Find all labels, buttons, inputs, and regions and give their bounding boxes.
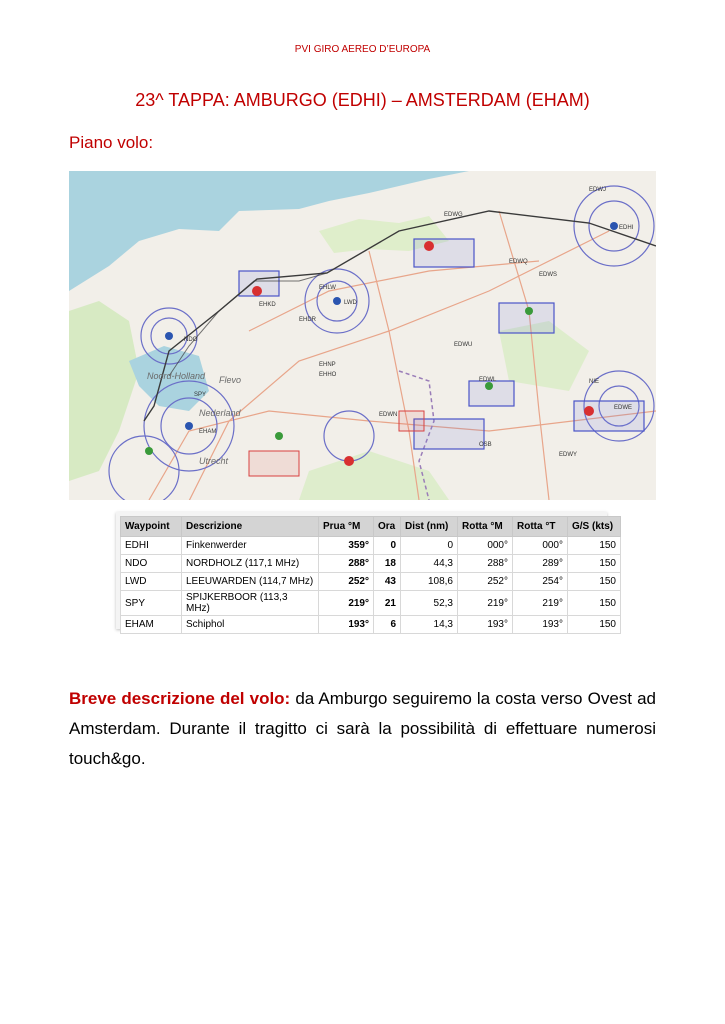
cell-track-magnetic: 193°: [458, 616, 513, 634]
page-title: 23^ TAPPA: AMBURGO (EDHI) – AMSTERDAM (EHAM): [135, 90, 590, 110]
cell-groundspeed: 150: [568, 573, 621, 591]
cell-track-true: 000°: [513, 537, 568, 555]
cell-description: Schiphol: [182, 616, 319, 634]
map-label: EHLW: [319, 285, 336, 291]
cell-waypoint: LWD: [121, 573, 182, 591]
cell-waypoint: SPY: [121, 591, 182, 616]
cell-time: 18: [374, 555, 401, 573]
cell-track-true: 289°: [513, 555, 568, 573]
cell-distance: 52,3: [401, 591, 458, 616]
table-row: [121, 537, 621, 555]
cell-distance: 44,3: [401, 555, 458, 573]
map-label: EHKD: [259, 302, 276, 308]
description-body: da Amburgo seguiremo la costa verso Ovest ad Amsterdam. Durante il tragitto ci sarà la possibilità di effettuare numerosi touch&go.: [69, 689, 656, 768]
column-header: Rotta °T: [513, 517, 568, 537]
column-header: Waypoint: [121, 517, 182, 537]
cell-track-magnetic: 288°: [458, 555, 513, 573]
column-header: Prua °M: [319, 517, 374, 537]
section-subtitle: Piano volo:: [69, 133, 154, 152]
page-header: PVI GIRO AEREO D’EUROPA: [294, 44, 431, 55]
flight-description: [69, 684, 656, 774]
cell-track-magnetic: 252°: [458, 573, 513, 591]
cell-groundspeed: 150: [568, 591, 621, 616]
map-label: NDO: [184, 337, 198, 343]
cell-heading: 359°: [319, 537, 374, 555]
cell-description: Finkenwerder: [182, 537, 319, 555]
map-label: EDWL: [479, 377, 497, 383]
cell-distance: 108,6: [401, 573, 458, 591]
flight-plan-table: [120, 516, 621, 634]
cell-groundspeed: 150: [568, 616, 621, 634]
map-label: SPY: [194, 392, 207, 398]
cell-track-true: 193°: [513, 616, 568, 634]
flight-map: [69, 171, 656, 500]
column-header: Rotta °M: [458, 517, 513, 537]
cell-track-magnetic: 219°: [458, 591, 513, 616]
map-label: EDWS: [539, 272, 557, 278]
map-label: EDWY: [559, 452, 577, 458]
map-label: EDWE: [614, 405, 632, 411]
cell-time: 21: [374, 591, 401, 616]
cell-distance: 0: [401, 537, 458, 555]
cell-waypoint: NDO: [121, 555, 182, 573]
cell-heading: 219°: [319, 591, 374, 616]
map-label: EDWQ: [509, 259, 528, 265]
map-label: EHAM: [199, 429, 217, 435]
map-label: NIE: [589, 379, 600, 385]
map-label: EHHO: [319, 372, 337, 378]
cell-track-magnetic: 000°: [458, 537, 513, 555]
description-lead: Breve descrizione del volo:: [69, 689, 291, 708]
cell-heading: 252°: [319, 573, 374, 591]
table-row: [121, 573, 621, 591]
place-label: Noord-Holland: [147, 371, 206, 381]
map-label: OSB: [479, 442, 492, 448]
table-row: [121, 591, 621, 616]
table-row: [121, 555, 621, 573]
table-row: [121, 616, 621, 634]
cell-time: 6: [374, 616, 401, 634]
cell-groundspeed: 150: [568, 537, 621, 555]
cell-heading: 288°: [319, 555, 374, 573]
cell-waypoint: EHAM: [121, 616, 182, 634]
column-header: Descrizione: [182, 517, 319, 537]
place-label: Nederland: [199, 408, 241, 418]
column-header: Ora: [374, 517, 401, 537]
cell-time: 0: [374, 537, 401, 555]
place-label: Utrecht: [199, 456, 229, 466]
map-label: EDWN: [379, 412, 398, 418]
column-header: Dist (nm): [401, 517, 458, 537]
cell-heading: 193°: [319, 616, 374, 634]
map-label: LWD: [344, 300, 357, 306]
cell-description: LEEUWARDEN (114,7 MHz): [182, 573, 319, 591]
map-label: EDWG: [444, 212, 463, 218]
cell-track-true: 254°: [513, 573, 568, 591]
cell-description: SPIJKERBOOR (113,3 MHz): [182, 591, 319, 616]
place-label: Flevo: [219, 375, 242, 385]
cell-groundspeed: 150: [568, 555, 621, 573]
column-header: G/S (kts): [568, 517, 621, 537]
cell-distance: 14,3: [401, 616, 458, 634]
cell-waypoint: EDHI: [121, 537, 182, 555]
map-label: EHDR: [299, 317, 317, 323]
cell-track-true: 219°: [513, 591, 568, 616]
table-header-row: [121, 517, 621, 537]
map-label: EHNP: [319, 362, 336, 368]
cell-description: NORDHOLZ (117,1 MHz): [182, 555, 319, 573]
map-label: EDWJ: [589, 187, 606, 193]
cell-time: 43: [374, 573, 401, 591]
map-label: EDWU: [454, 342, 473, 348]
map-label: EDHI: [619, 225, 634, 231]
